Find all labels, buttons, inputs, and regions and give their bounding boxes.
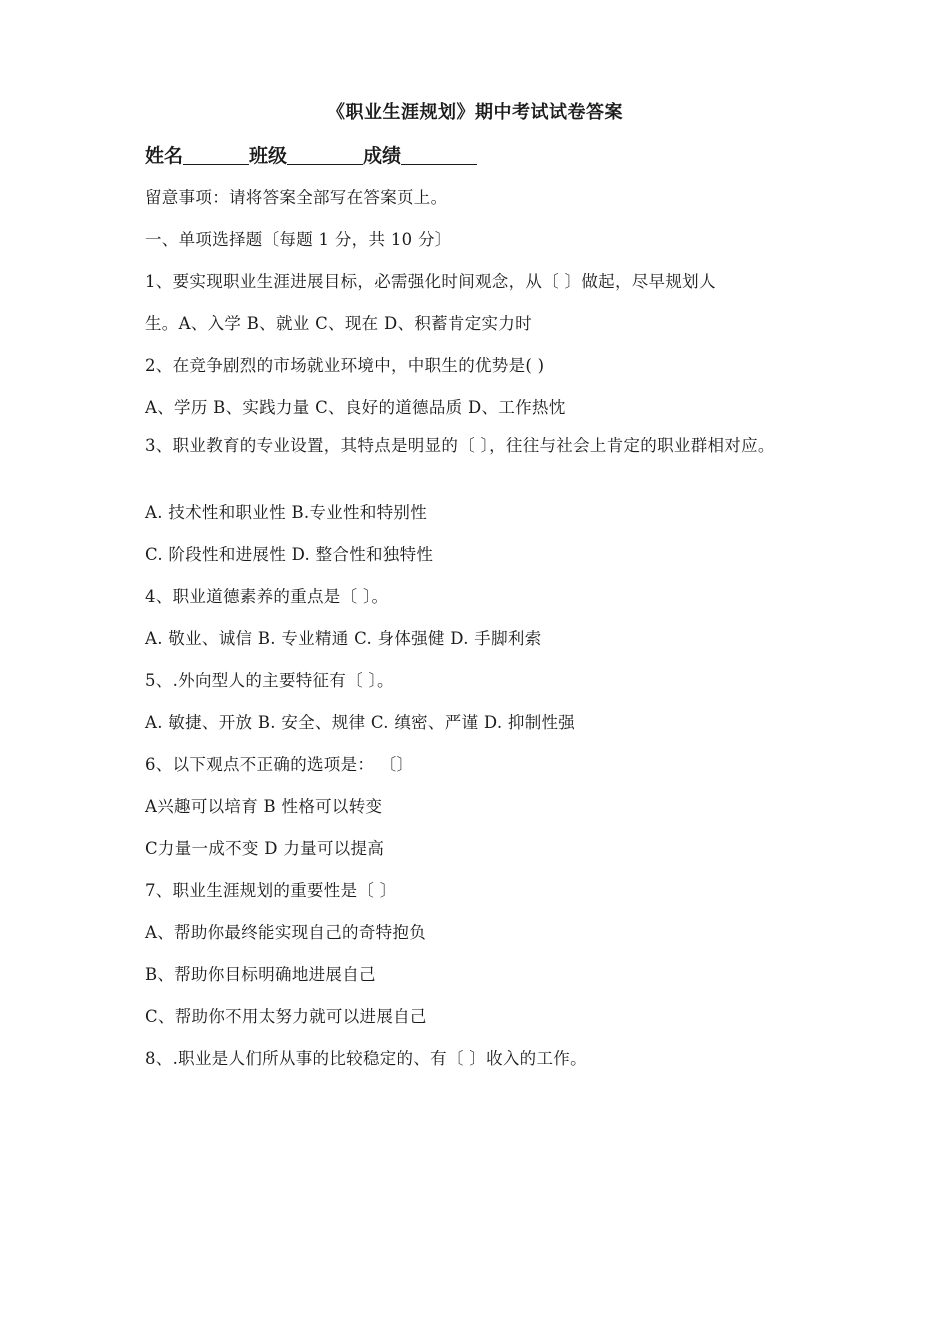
name-blank xyxy=(183,146,249,165)
question-1-line-1: 1、要实现职业生涯进展目标，必需强化时间观念，从〔 〕做起，尽早规划人 xyxy=(145,272,716,291)
question-8: 8、.职业是人们所从事的比较稳定的、有〔 〕收入的工作。 xyxy=(145,1049,587,1068)
question-7-option-b: B、帮助你目标明确地进展自己 xyxy=(145,965,376,984)
score-label: 成绩 xyxy=(363,145,402,167)
question-3-options-2: C. 阶段性和进展性 D. 整合性和独特性 xyxy=(145,545,434,564)
notice-text: 留意事项：请将答案全部写在答案页上。 xyxy=(145,188,448,207)
question-6-options-2: C力量一成不变 D 力量可以提高 xyxy=(145,839,385,858)
question-5: 5、.外向型人的主要特征有〔 〕。 xyxy=(145,671,394,690)
question-1-line-2: 生。A、入学 B、就业 C、现在 D、积蓄肯定实力时 xyxy=(145,314,532,333)
section-heading: 一、单项选择题〔每题 1 分，共 10 分〕 xyxy=(145,230,452,249)
question-3-options-1: A. 技术性和职业性 B.专业性和特别性 xyxy=(145,503,428,522)
class-label: 班级 xyxy=(249,145,288,167)
question-7-option-c: C、帮助你不用太努力就可以进展自己 xyxy=(145,1007,427,1026)
document-title: 《职业生涯规划》期中考试试卷答案 xyxy=(327,102,623,123)
question-2-options: A、学历 B、实践力量 C、良好的道德品质 D、工作热忱 xyxy=(145,398,566,417)
name-label: 姓名 xyxy=(145,145,184,167)
question-4: 4、职业道德素养的重点是〔 〕。 xyxy=(145,587,389,606)
question-6-options-1: A兴趣可以培育 B 性格可以转变 xyxy=(145,797,383,816)
class-blank xyxy=(287,146,363,165)
question-5-options: A. 敏捷、开放 B. 安全、规律 C. 缜密、严谨 D. 抑制性强 xyxy=(145,713,576,732)
question-7: 7、职业生涯规划的重要性是〔 〕 xyxy=(145,881,397,900)
student-info-row xyxy=(145,141,477,168)
question-7-option-a: A、帮助你最终能实现自己的奇特抱负 xyxy=(145,923,427,942)
question-2: 2、在竞争剧烈的市场就业环境中，中职生的优势是( ) xyxy=(145,356,545,375)
question-6: 6、以下观点不正确的选项是： 〔〕 xyxy=(145,755,414,774)
score-blank xyxy=(401,146,477,165)
question-4-options: A. 敬业、诚信 B. 专业精通 C. 身体强健 D. 手脚利索 xyxy=(145,629,542,648)
question-3: 3、职业教育的专业设置，其特点是明显的〔 〕，往往与社会上肯定的职业群相对应。 xyxy=(145,436,775,455)
